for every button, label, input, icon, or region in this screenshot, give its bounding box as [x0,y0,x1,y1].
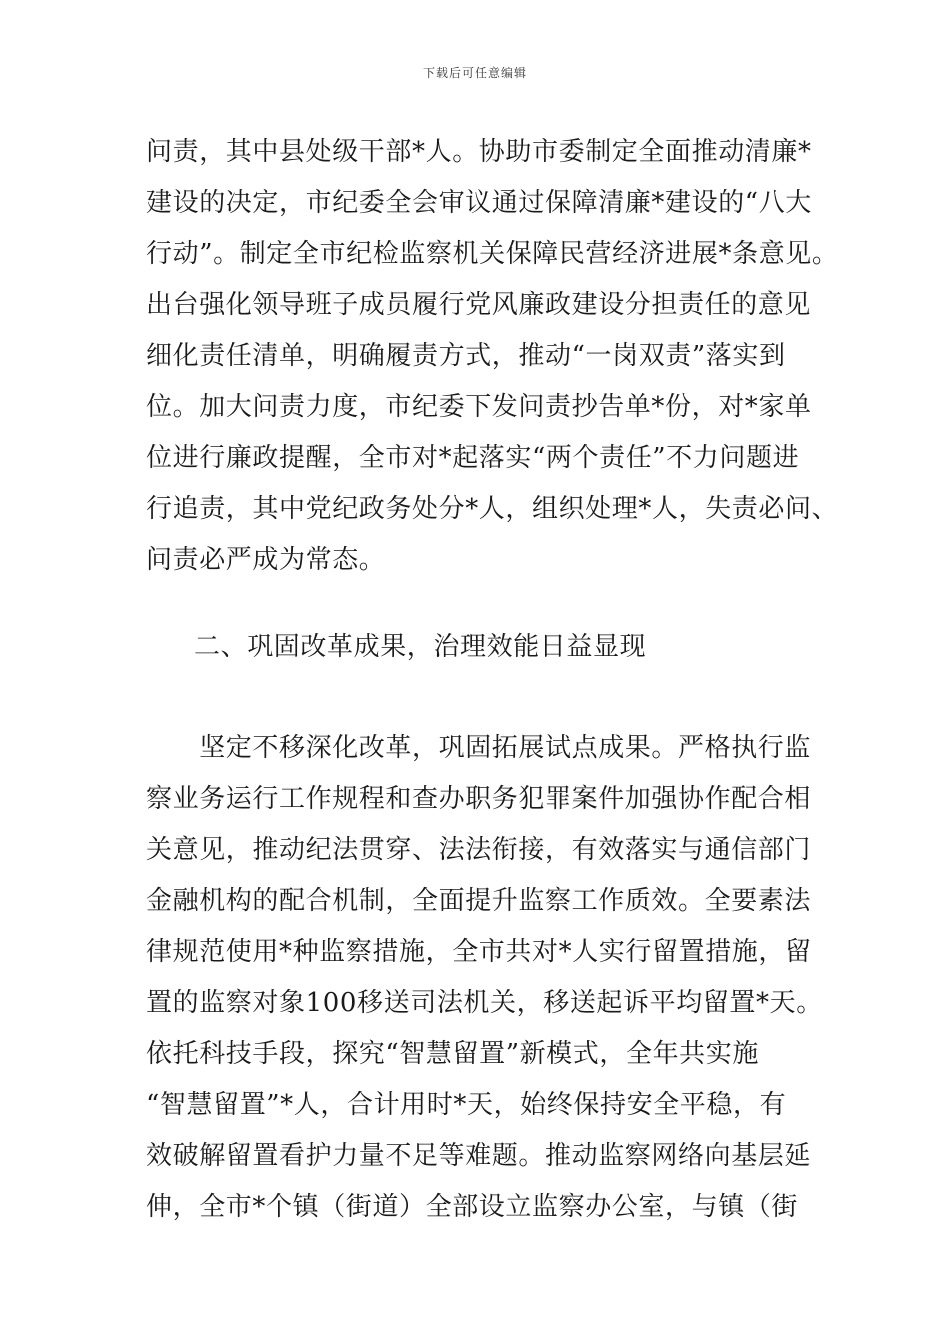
text-line: 金融机构的配合机制，全面提升监察工作质效。全要素法 [146,886,812,916]
text-line: 建设的决定，市纪委全会审议通过保障清廉*建设的“八大 [146,188,812,218]
text-line: 坚定不移深化改革，巩固拓展试点成果。严格执行监 [146,733,812,763]
paragraph-reform [146,723,823,1233]
text-line: 关意见，推动纪法贯穿、法法衔接，有效落实与通信部门 [146,835,812,865]
text-line: “智慧留置”*人，合计用时*天，始终保持安全平稳，有 [146,1090,787,1120]
text-line: 细化责任清单，明确履责方式，推动“一岗双责”落实到 [146,341,786,371]
paragraph-accountability [146,127,839,586]
section-heading: 二、巩固改革成果，治理效能日益显现 [194,632,647,662]
text-line: 察业务运行工作规程和查办职务犯罪案件加强协作配合相 [146,784,812,814]
text-line: 位进行廉政提醒，全市对*起落实“两个责任”不力问题进 [146,443,800,473]
text-line: 依托科技手段，探究“智慧留置”新模式，全年共实施 [146,1039,759,1069]
text-line: 行追责，其中党纪政务处分*人，组织处理*人，失责必问、 [146,494,839,524]
text-line: 行动”。制定全市纪检监察机关保障民营经济进展*条意见。 [146,239,839,269]
text-line: 位。加大问责力度，市纪委下发问责抄告单*份，对*家单 [146,392,812,422]
page-header-note: 下载后可任意编辑 [422,66,527,80]
text-line: 律规范使用*种监察措施，全市共对*人实行留置措施，留 [146,937,812,967]
text-line: 置的监察对象100移送司法机关，移送起诉平均留置*天。 [146,988,823,1018]
text-line: 出台强化领导班子成员履行党风廉政建设分担责任的意见 [146,290,812,320]
text-line: 效破解留置看护力量不足等难题。推动监察网络向基层延 [146,1141,812,1171]
text-line: 问责必严成为常态。 [146,545,386,575]
text-line: 问责，其中县处级干部*人。协助市委制定全面推动清廉* [146,137,812,167]
text-line: 伸，全市*个镇（街道）全部设立监察办公室，与镇（街 [146,1192,799,1222]
